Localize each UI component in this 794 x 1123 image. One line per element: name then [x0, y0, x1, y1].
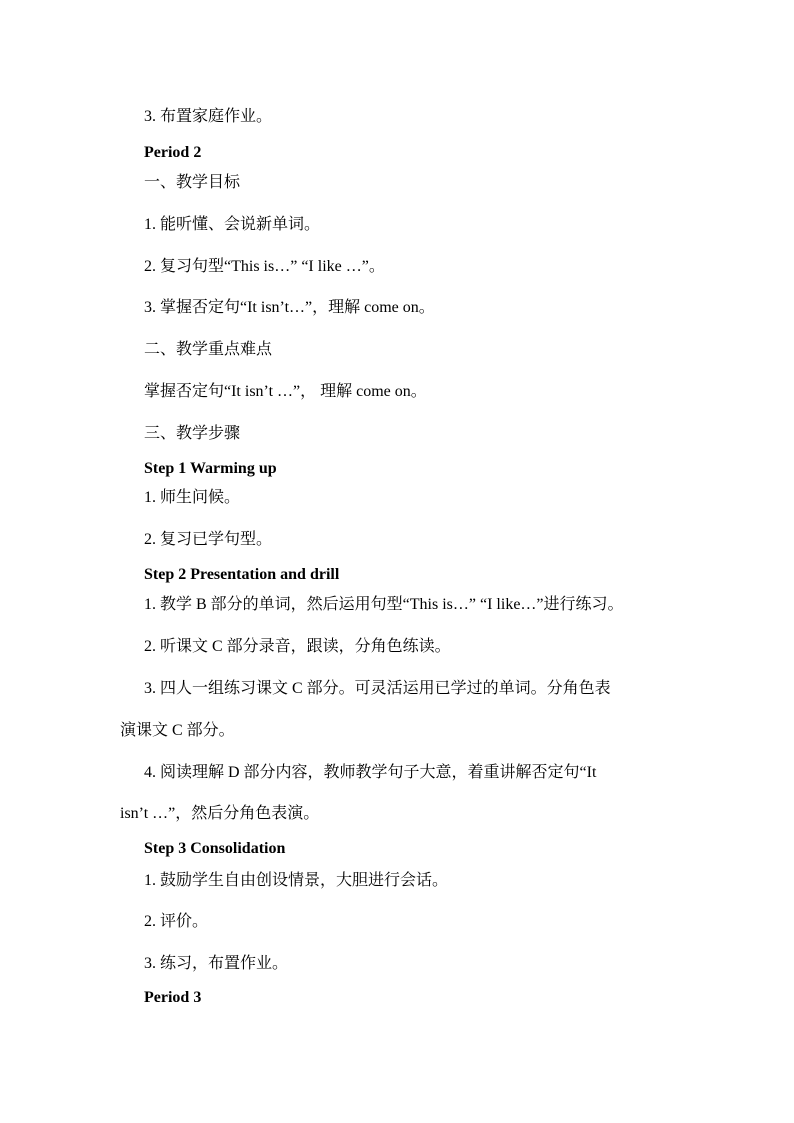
objective-item-3: 3. 掌握否定句“It isn’t…”，理解 come on。 — [144, 299, 435, 316]
period-2-heading: Period 2 — [144, 144, 202, 161]
step-2-item-3-continued: 演课文 C 部分。 — [120, 722, 235, 739]
step-2-item-2: 2. 听课文 C 部分录音，跟读，分角色练读。 — [144, 638, 451, 655]
step-2-item-4: 4. 阅读理解 D 部分内容，教师教学句子大意，着重讲解否定句“It — [144, 764, 597, 781]
section-objectives-heading: 一、教学目标 — [144, 174, 241, 191]
step-1-heading: Step 1 Warming up — [144, 460, 277, 477]
step-2-item-3: 3. 四人一组练习课文 C 部分。可灵活运用已学过的单词。分角色表 — [144, 680, 611, 697]
step-2-heading: Step 2 Presentation and drill — [144, 566, 340, 583]
step-1-item-1: 1. 师生问候。 — [144, 489, 241, 506]
step-2-item-1: 1. 教学 B 部分的单词，然后运用句型“This is…” “I like…”进行练习。 — [144, 596, 624, 613]
section-keypoints-heading: 二、教学重点难点 — [144, 341, 273, 358]
step-3-item-1: 1. 鼓励学生自由创设情景，大胆进行会话。 — [144, 872, 449, 889]
objective-item-1: 1. 能听懂、会说新单词。 — [144, 216, 321, 233]
step-1-item-2: 2. 复习已学句型。 — [144, 531, 273, 548]
period-3-heading: Period 3 — [144, 989, 202, 1006]
keypoints-text: 掌握否定句“It isn’t …”， 理解 come on。 — [144, 383, 427, 400]
step-3-heading: Step 3 Consolidation — [144, 840, 286, 857]
step-3-item-2: 2. 评价。 — [144, 913, 209, 930]
step-2-item-4-continued: isn’t …”，然后分角色表演。 — [120, 805, 320, 822]
section-steps-heading: 三、教学步骤 — [144, 425, 241, 442]
step-3-item-3: 3. 练习，布置作业。 — [144, 955, 289, 972]
objective-item-2: 2. 复习句型“This is…” “I like …”。 — [144, 258, 385, 275]
homework-item: 3. 布置家庭作业。 — [144, 108, 273, 125]
